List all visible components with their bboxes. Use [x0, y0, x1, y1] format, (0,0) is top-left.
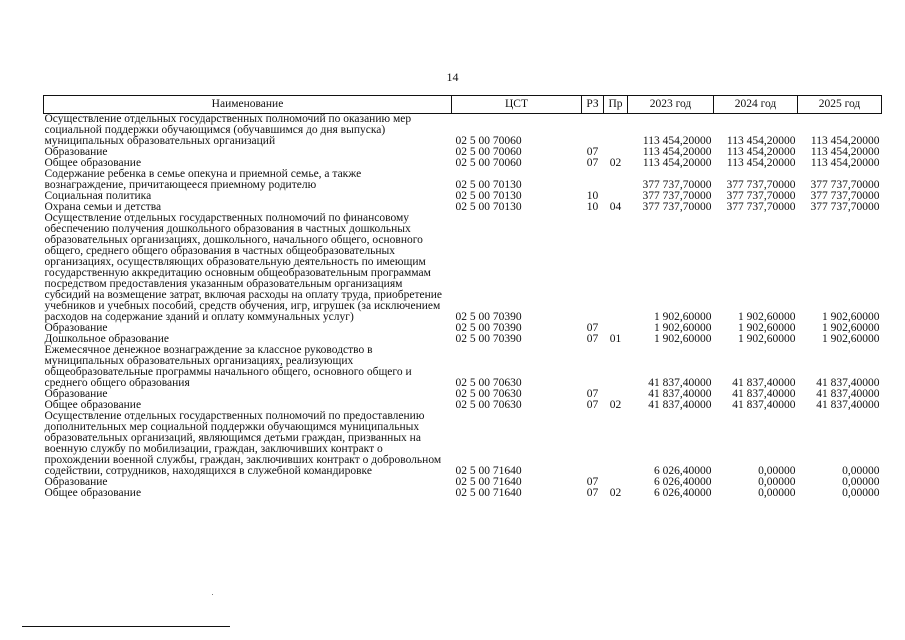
table-body [44, 114, 882, 500]
row-cst: 02 5 00 70390 [455, 311, 522, 323]
row-pr: 01 [609, 333, 622, 345]
row-rz [582, 411, 604, 477]
row-2024: 0,00000 [758, 476, 796, 488]
row-2023: 1 902,60000 [654, 333, 712, 345]
row-cst: 02 5 00 70060 [455, 157, 522, 169]
row-name: Дошкольное образование [44, 333, 170, 345]
row-cst: 02 5 00 70130 [455, 201, 522, 213]
row-2024: 1 902,60000 [738, 333, 796, 345]
row-2025: 113 454,20000 [810, 146, 880, 158]
row-name: Общее образование [44, 487, 142, 499]
row-2023: 113 454,20000 [642, 135, 712, 147]
row-2023: 41 837,40000 [648, 388, 712, 400]
row-cst: 02 5 00 70130 [455, 190, 522, 202]
table-row [44, 411, 882, 477]
row-2025: 377 737,70000 [810, 190, 880, 202]
row-2024: 1 902,60000 [738, 322, 796, 334]
scan-artifact [212, 594, 213, 595]
row-2024: 0,00000 [758, 465, 796, 477]
row-name: Социальная политика [44, 190, 152, 202]
header-rz: РЗ [582, 96, 604, 114]
row-rz: 07 [586, 487, 599, 499]
row-cst: 02 5 00 71640 [455, 487, 522, 499]
budget-table [43, 95, 882, 499]
row-2023: 41 837,40000 [648, 377, 712, 389]
row-rz: 07 [586, 146, 599, 158]
row-rz: 07 [586, 333, 599, 345]
row-rz [582, 169, 604, 191]
row-2025: 113 454,20000 [810, 135, 880, 147]
row-2024: 41 837,40000 [732, 388, 796, 400]
row-rz: 07 [586, 399, 599, 411]
row-cst: 02 5 00 70390 [455, 322, 522, 334]
row-2023: 1 902,60000 [654, 311, 712, 323]
row-name: Образование [44, 476, 108, 488]
row-rz [582, 213, 604, 323]
row-2023: 377 737,70000 [642, 201, 712, 213]
row-2025: 0,00000 [842, 465, 880, 477]
row-2024: 113 454,20000 [726, 135, 796, 147]
row-2023: 6 026,40000 [654, 465, 712, 477]
row-pr: 02 [609, 399, 622, 411]
row-2025: 113 454,20000 [810, 157, 880, 169]
page-number: 14 [446, 70, 459, 84]
row-rz: 07 [586, 476, 599, 488]
row-2024: 377 737,70000 [726, 190, 796, 202]
row-2025: 41 837,40000 [816, 399, 880, 411]
row-2023: 6 026,40000 [654, 476, 712, 488]
row-2023: 41 837,40000 [648, 399, 712, 411]
row-2025: 0,00000 [842, 487, 880, 499]
row-2025: 41 837,40000 [816, 377, 880, 389]
row-2025: 1 902,60000 [822, 333, 880, 345]
row-name: Осуществление отдельных государственных полномочий по предоставлению дополнительных мер социальной поддержки обучающимся муниципальных образовательных организаций, являющимся детьми граждан, призванных на военную службу по мобилизации, граждан, заключивших контракт о прохождении военной службы, граждан, заключивших контракт о добровольном содействии, сотрудников, находящихся в служебной командировке [44, 410, 442, 477]
header-pr: Пр [604, 96, 628, 114]
row-2024: 1 902,60000 [738, 311, 796, 323]
row-2023: 1 902,60000 [654, 322, 712, 334]
row-2025: 1 902,60000 [822, 322, 880, 334]
row-pr: 02 [609, 157, 622, 169]
row-2025: 41 837,40000 [816, 388, 880, 400]
row-2024: 41 837,40000 [732, 377, 796, 389]
row-rz: 07 [586, 388, 599, 400]
row-2023: 113 454,20000 [642, 157, 712, 169]
header-name: Наименование [44, 96, 452, 114]
row-name: Охрана семьи и детства [44, 201, 162, 213]
row-rz: 10 [586, 201, 599, 213]
row-name: Общее образование [44, 399, 142, 411]
row-rz: 07 [586, 157, 599, 169]
row-rz [582, 345, 604, 389]
table-row [44, 169, 882, 191]
row-2024: 113 454,20000 [726, 157, 796, 169]
row-2023: 377 737,70000 [642, 179, 712, 191]
table-row [44, 114, 882, 148]
row-2023: 377 737,70000 [642, 190, 712, 202]
row-2024: 377 737,70000 [726, 201, 796, 213]
row-cst: 02 5 00 70630 [455, 399, 522, 411]
row-2024: 113 454,20000 [726, 146, 796, 158]
table-header-row [44, 96, 882, 114]
table-row [44, 345, 882, 389]
row-pr: 04 [609, 201, 622, 213]
row-rz: 10 [586, 190, 599, 202]
header-cst: ЦСТ [452, 96, 582, 114]
table-row [44, 213, 882, 323]
header-2023: 2023 год [628, 96, 714, 114]
row-pr [604, 411, 628, 477]
row-2025: 377 737,70000 [810, 179, 880, 191]
row-name: Образование [44, 322, 108, 334]
footnote-separator [22, 626, 230, 627]
row-cst: 02 5 00 70060 [455, 135, 522, 147]
row-name: Ежемесячное денежное вознаграждение за классное руководство в муниципальных образовательных организациях, реализующих общеобразовательные программы начального общего, основного общего и среднего общего образования [44, 344, 412, 389]
row-name: Осуществление отдельных государственных полномочий по оказанию мер социальной поддержки обучающимся (обучавшимся до дня выпуска) муниципальных образовательных организаций [44, 113, 412, 147]
row-name: Осуществление отдельных государственных полномочий по финансовому обеспечению получения дошкольного образования в частных дошкольных образовательных организациях, дошкольного, начального общего, основного общего, среднего общего образования в частных общеобразовательных организациях, осуществляющих образовательную деятельность по имеющим государственную аккредитацию основным общеобразовательным программам посредством предоставления указанным образовательным организациям субсидий на возмещение затрат, включая расходы на оплату труда, приобретение учебников и учебных пособий, средств обучения, игр, игрушек (за исключением расходов на содержание зданий и оплату коммунальных услуг) [44, 212, 443, 323]
row-rz [582, 114, 604, 148]
row-2025: 1 902,60000 [822, 311, 880, 323]
table-row [44, 488, 882, 499]
row-cst: 02 5 00 71640 [455, 465, 522, 477]
row-2024: 377 737,70000 [726, 179, 796, 191]
row-2025: 0,00000 [842, 476, 880, 488]
row-cst: 02 5 00 70630 [455, 388, 522, 400]
row-cst: 02 5 00 71640 [455, 476, 522, 488]
row-name: Образование [44, 388, 108, 400]
row-cst: 02 5 00 70060 [455, 146, 522, 158]
row-name: Образование [44, 146, 108, 158]
row-2024: 0,00000 [758, 487, 796, 499]
row-2023: 113 454,20000 [642, 146, 712, 158]
row-name: Содержание ребенка в семье опекуна и приемной семье, а также вознаграждение, причитающееся приемному родителю [44, 168, 362, 191]
row-2025: 377 737,70000 [810, 201, 880, 213]
row-2023: 6 026,40000 [654, 487, 712, 499]
row-pr [604, 169, 628, 191]
row-pr [604, 213, 628, 323]
row-pr [604, 114, 628, 148]
row-2024: 41 837,40000 [732, 399, 796, 411]
header-2025: 2025 год [798, 96, 882, 114]
row-name: Общее образование [44, 157, 142, 169]
row-pr [604, 345, 628, 389]
row-cst: 02 5 00 70130 [455, 179, 522, 191]
header-2024: 2024 год [714, 96, 798, 114]
row-pr: 02 [609, 487, 622, 499]
row-cst: 02 5 00 70630 [455, 377, 522, 389]
row-cst: 02 5 00 70390 [455, 333, 522, 345]
row-rz: 07 [586, 322, 599, 334]
